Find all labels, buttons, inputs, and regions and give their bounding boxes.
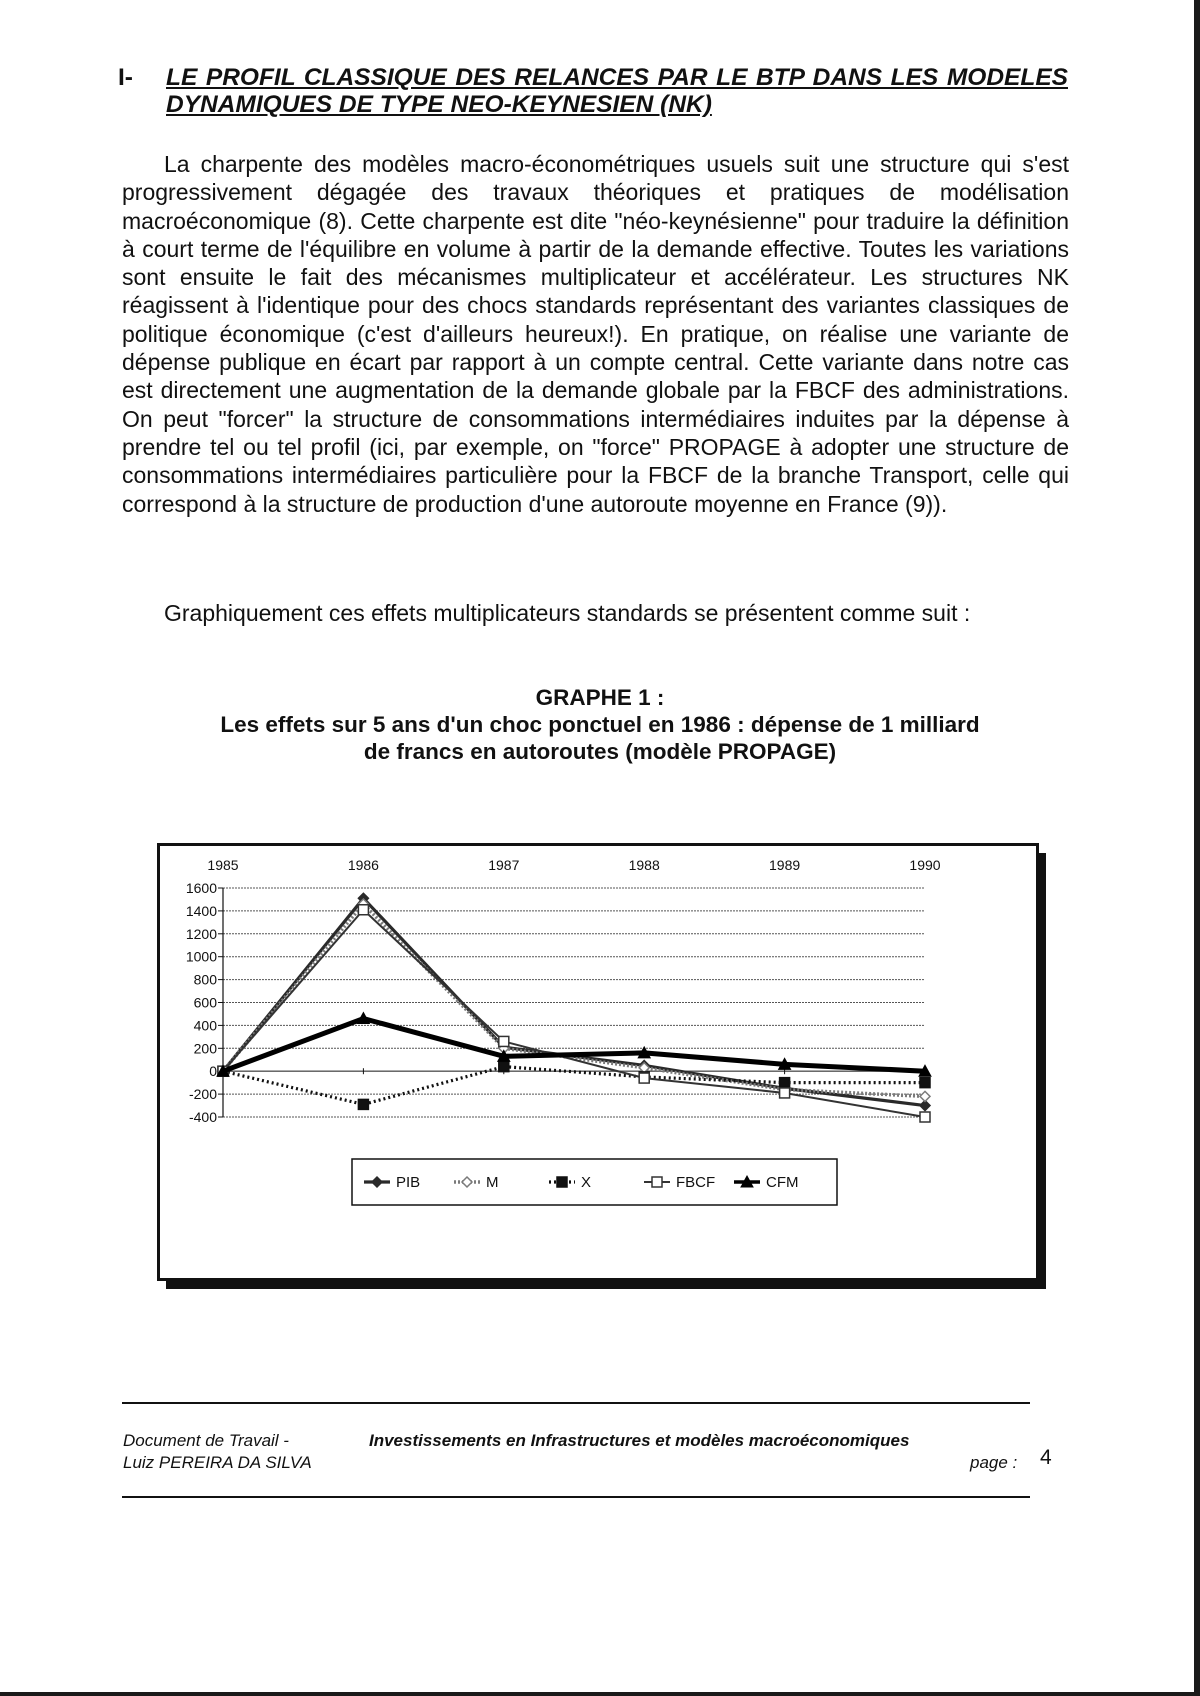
y-tick-label: 800 bbox=[193, 971, 217, 988]
y-tick-label: 200 bbox=[193, 1040, 217, 1057]
footer-page-label: page : bbox=[970, 1453, 1018, 1472]
footer-author: Luiz PEREIRA DA SILVA bbox=[123, 1453, 312, 1472]
data-point-fbcf bbox=[920, 1112, 930, 1122]
y-tick-label: 400 bbox=[193, 1017, 217, 1034]
y-tick-label: -400 bbox=[188, 1109, 217, 1125]
footer-page-number: 4 bbox=[1040, 1446, 1052, 1469]
data-point-fbcf bbox=[639, 1073, 649, 1083]
data-point-m bbox=[920, 1091, 930, 1101]
scan-edge-bottom bbox=[0, 1692, 1200, 1696]
data-point-x bbox=[780, 1078, 790, 1088]
chart-frame bbox=[157, 843, 1039, 1281]
series-line-pib bbox=[223, 898, 925, 1105]
graph-title-line-2: de francs en autoroutes (modèle PROPAGE) bbox=[363, 739, 837, 764]
body-paragraph-1: La charpente des modèles macro-économétriques usuels suit une structure qui s'est progressivement dégagée des travaux théoriques et pratiques de modélisation macroéconomique (8). Cette charpente est dite "néo-keynésienne" pour traduire la définition à court terme de l'équilibre en volume à partir de la demande effective. Toutes les variations sont ensuite le fait des mécanismes multiplicateur et accélérateur. Les structures NK réagissent à l'identique pour des chocs standards représentant des variantes classiques de politique économique (c'est d'ailleurs heureux!). En pratique, on réalise une variante de dépense publique en écart par rapport à un compte central. Cette variante dans notre cas est directement une augmentation de la demande globale par la FBCF des administrations. On peut "forcer" la structure de consommations intermédiaires induites par la dépense à prendre tel ou tel profil (ici, par exemple, on "force" PROPAGE à adopter une structure de consommations intermédiaires particulière pour la FBCF de la branche Transport, celle qui correspond à la structure de production d'une autoroute moyenne en France (9)). bbox=[122, 151, 1069, 517]
x-tick-label: 1990 bbox=[909, 857, 941, 873]
graph-title-line-1: Les effets sur 5 ans d'un choc ponctuel en 1986 : dépense de 1 milliard bbox=[220, 712, 980, 737]
y-tick-label: 1200 bbox=[185, 925, 217, 942]
section-heading bbox=[118, 64, 1068, 118]
footer-rule-top bbox=[122, 1402, 1030, 1404]
legend-label-m: M bbox=[486, 1174, 499, 1191]
data-point-x bbox=[358, 1099, 368, 1109]
section-number: I- bbox=[118, 64, 133, 91]
graph-label: GRAPHE 1 : bbox=[535, 685, 665, 710]
x-tick-label: 1987 bbox=[488, 857, 520, 873]
x-tick-label: 1985 bbox=[207, 857, 239, 873]
scan-edge-right bbox=[1194, 0, 1200, 1696]
legend-marker-x bbox=[557, 1177, 567, 1187]
y-tick-label: 1600 bbox=[185, 880, 217, 896]
footer-doc-label: Document de Travail - bbox=[123, 1431, 289, 1450]
data-point-x bbox=[920, 1078, 930, 1088]
body-paragraph-2: Graphiquement ces effets multiplicateurs standards se présentent comme suit : bbox=[164, 600, 971, 626]
legend-label-fbcf: FBCF bbox=[676, 1174, 716, 1191]
y-tick-label: 0 bbox=[209, 1063, 217, 1080]
legend-box bbox=[352, 1159, 837, 1205]
legend-label-cfm: CFM bbox=[766, 1174, 799, 1191]
data-point-x bbox=[499, 1062, 509, 1072]
x-tick-label: 1986 bbox=[347, 857, 379, 873]
footer-rule-bottom bbox=[122, 1496, 1030, 1498]
line-chart bbox=[160, 846, 1036, 1278]
series-line-cfm bbox=[223, 1019, 925, 1072]
y-tick-label: 1000 bbox=[185, 948, 217, 965]
data-point-fbcf bbox=[499, 1036, 509, 1046]
y-tick-label: -200 bbox=[188, 1086, 217, 1103]
data-point-fbcf bbox=[780, 1088, 790, 1098]
footer-document-title: Investissements en Infrastructures et modèles macroéconomiques bbox=[369, 1431, 910, 1450]
y-tick-label: 1400 bbox=[185, 902, 217, 919]
x-tick-label: 1989 bbox=[769, 857, 801, 873]
y-tick-label: 600 bbox=[193, 994, 217, 1011]
section-title: LE PROFIL CLASSIQUE DES RELANCES PAR LE BTP DANS LES MODELES DYNAMIQUES DE TYPE NEO-KEYNESIEN (NK) bbox=[166, 64, 1068, 118]
legend-label-pib: PIB bbox=[396, 1174, 421, 1191]
x-tick-label: 1988 bbox=[628, 857, 660, 873]
legend-marker-fbcf bbox=[652, 1177, 662, 1187]
data-point-fbcf bbox=[358, 905, 368, 915]
legend-label-x: X bbox=[581, 1174, 592, 1191]
